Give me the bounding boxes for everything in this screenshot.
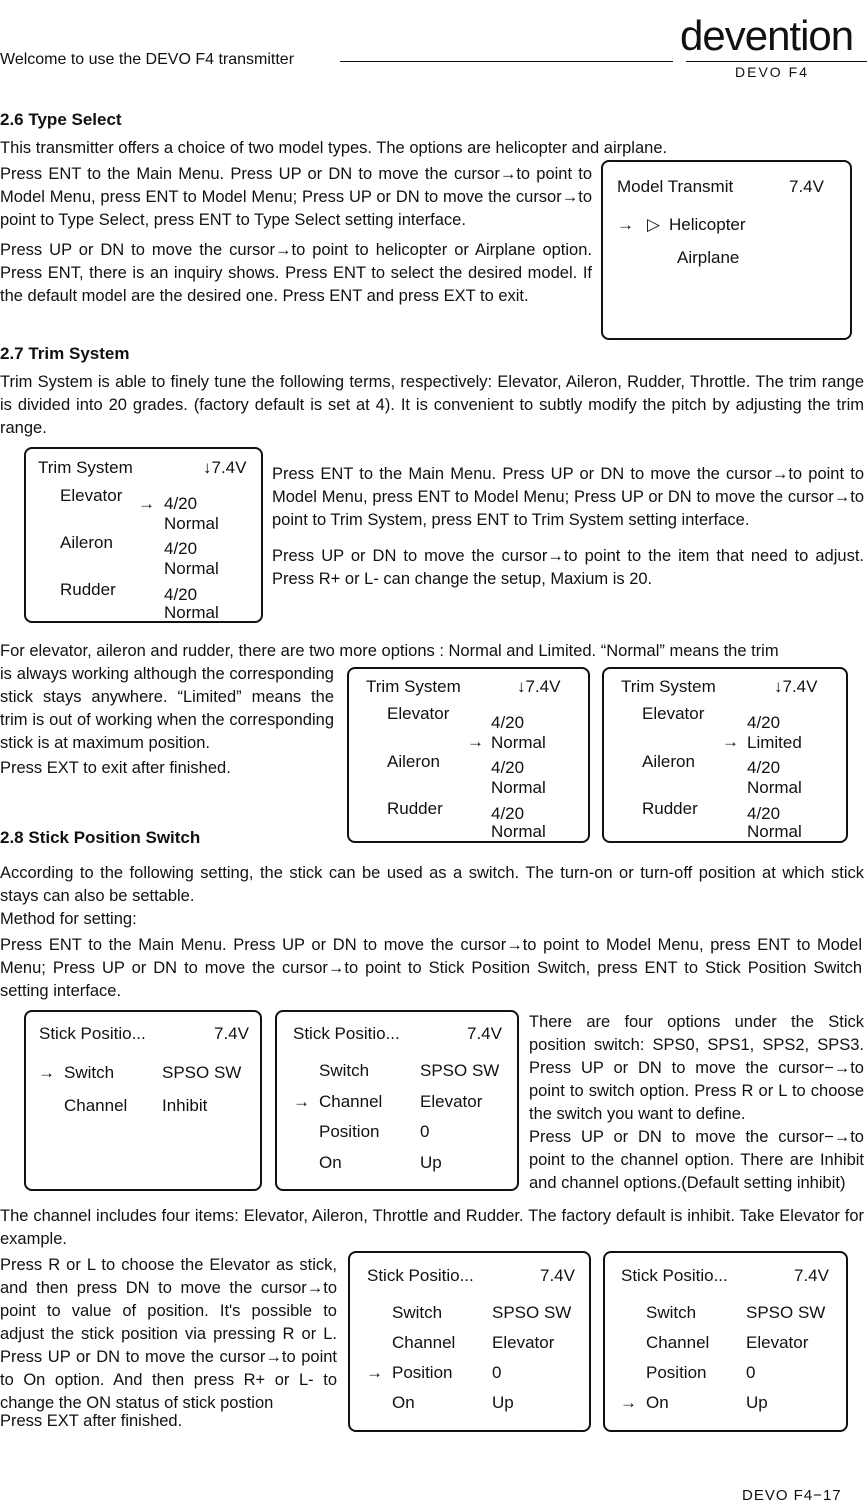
switch-label: Switch [64, 1063, 115, 1082]
switch-label: Switch [392, 1303, 443, 1322]
section-title-2-7: 2.7 Trim System [0, 344, 130, 363]
channel-value: Elevator [746, 1333, 809, 1352]
position-value: 0 [420, 1122, 430, 1141]
position-label: Position [392, 1363, 453, 1382]
channel-value: Elevator [420, 1092, 483, 1111]
switch-label: Switch [319, 1061, 370, 1080]
screen-title: Stick Positio... [367, 1266, 474, 1285]
cursor-arrow-icon: → [38, 1063, 55, 1082]
s27-para4: Press EXT to exit after finished. [0, 759, 231, 777]
screen-title: Trim System [621, 677, 716, 696]
down-arrow-icon: ↓ [517, 677, 526, 696]
s26-intro: This transmitter offers a choice of two model types. The options are helicopter and airplane. [0, 139, 668, 157]
cursor-arrow-icon: → [467, 732, 484, 751]
battery-voltage: ↓7.4V [517, 677, 561, 696]
channel-label: Channel [64, 1096, 128, 1115]
trim-screen-1 [24, 447, 263, 623]
row-elevator: Elevator [387, 704, 450, 723]
on-value: Up [420, 1153, 442, 1172]
battery-voltage: 7.4V [789, 177, 824, 196]
s28-para6: Press EXT after finished. [0, 1412, 183, 1430]
rudder-value: 4/20 [747, 804, 781, 823]
down-arrow-icon: ↓ [774, 677, 783, 696]
switch-value: SPSO SW [492, 1303, 572, 1322]
option-airplane: Airplane [677, 248, 740, 267]
cursor-arrow-icon: → [138, 494, 155, 513]
position-value: 0 [492, 1363, 502, 1382]
battery-voltage: ↓7.4V [774, 677, 818, 696]
channel-value: Elevator [492, 1333, 555, 1352]
on-value: Up [492, 1393, 514, 1412]
cursor-arrow-icon: → [617, 215, 634, 234]
model-type-screen [601, 160, 852, 340]
s27-para1: Press ENT to the Main Menu. Press UP or DN to move the cursor→to point to Model Menu, press ENT to Model Menu; Press UP or DN to move the cursor→to point to Trim System, press ENT to Trim System setting interface. [272, 465, 864, 529]
stick-screen-a [24, 1010, 262, 1191]
elevator-mode: Normal [491, 733, 546, 752]
s27-para2: Press UP or DN to move the cursor→to point to the item that need to adjust. Press R+ or L- can change the setup, Maxium is 20. [272, 547, 864, 588]
cursor-arrow-icon: → [722, 732, 739, 751]
s28-method: Method for setting: [0, 910, 137, 928]
s27-para3-rest: is always working although the corresponding stick stays anywhere. “Limited” means the trim is out of working when the corresponding stick is at maximum position. [0, 665, 334, 752]
channel-label: Channel [319, 1092, 383, 1111]
screen-title: Trim System [38, 458, 133, 477]
s26-para1: Press ENT to the Main Menu. Press UP or DN to move the cursor→to point to Model Menu, press ENT to Model Menu; Press UP or DN to move the cursor→to point to Type Select, press ENT to Type Select setting interface. [0, 165, 592, 229]
row-aileron: Aileron [642, 752, 695, 771]
screen-title: Trim System [366, 677, 461, 696]
page-number: DEVO F4−17 [742, 1487, 842, 1504]
s27-para3-line1: For elevator, aileron and rudder, there are two more options : Normal and Limited. “Normal” means the trim [0, 642, 779, 660]
section-title-2-6: 2.6 Type Select [0, 110, 122, 129]
channel-label: Channel [646, 1333, 710, 1352]
section-title-2-8: 2.8 Stick Position Switch [0, 828, 201, 847]
s27-intro: Trim System is able to finely tune the following terms, respectively: Elevator, Aileron, Rudder, Throttle. The trim range is divided into 20 grades. (factory default is set at 4). It is convenient to subtly modify the pitch by adjusting the trim range. [0, 373, 864, 437]
header-rule [340, 61, 673, 62]
elevator-mode: Limited [747, 733, 802, 752]
s28-para2: There are four options under the Stick position switch: SPS0, SPS1, SPS2, SPS3. Press UP or DN to move the cursor−→to point to switch option. Press R or L to choose the switch you want to define. [529, 1013, 864, 1123]
s28-para5: Press R or L to choose the Elevator as stick, and then press DN to move the cursor→to point to value of position. It's possible to adjust the stick position via pressing R or L. Press UP or DN to move the cursor→to point to On option. And then press R+ or L- to change the ON status of stick postion [0, 1256, 337, 1412]
battery-voltage: 7.4V [214, 1024, 249, 1043]
header-welcome: Welcome to use the DEVO F4 transmitter [0, 51, 295, 68]
switch-value: SPSO SW [420, 1061, 500, 1080]
trim-screen-2 [347, 667, 590, 843]
aileron-mode: Normal [164, 559, 219, 578]
battery-voltage: 7.4V [794, 1266, 829, 1285]
elevator-value: 4/20 [747, 713, 781, 732]
down-arrow-icon: ↓ [203, 458, 212, 477]
stick-screen-d [603, 1251, 848, 1432]
s28-para1: Press ENT to the Main Menu. Press UP or DN to move the cursor→to point to Model Menu, press ENT to Model Menu; Press UP or DN to move the cursor→to point to Stick Position Switch, press ENT to Stick Position Switch setting interface. [0, 936, 862, 1000]
option-helicopter: Helicopter [669, 215, 746, 234]
header-model: DEVO F4 [735, 64, 809, 80]
aileron-mode: Normal [491, 778, 546, 797]
row-elevator: Elevator [60, 486, 123, 505]
switch-label: Switch [646, 1303, 697, 1322]
row-aileron: Aileron [387, 752, 440, 771]
aileron-value: 4/20 [491, 758, 525, 777]
rudder-mode: Normal [747, 822, 802, 841]
row-rudder: Rudder [60, 580, 116, 599]
row-aileron: Aileron [60, 533, 113, 552]
switch-value: SPSO SW [162, 1063, 242, 1082]
row-rudder: Rudder [642, 799, 698, 818]
s28-intro: According to the following setting, the stick can be used as a switch. The turn-on or turn-off position at which stick stays can also be settable. [0, 864, 864, 905]
channel-label: Channel [392, 1333, 456, 1352]
cursor-arrow-icon: → [293, 1092, 310, 1111]
battery-voltage: 7.4V [540, 1266, 575, 1285]
triangle-marker-icon: ▷ [647, 215, 661, 234]
row-rudder: Rudder [387, 799, 443, 818]
on-value: Up [746, 1393, 768, 1412]
on-label: On [392, 1393, 415, 1412]
battery-voltage: ↓7.4V [203, 458, 247, 477]
rudder-mode: Normal [491, 822, 546, 841]
screen-title: Model Transmit [617, 177, 734, 196]
screen-title: Stick Positio... [621, 1266, 728, 1285]
rudder-mode: Normal [164, 603, 219, 622]
channel-value: Inhibit [162, 1096, 208, 1115]
rudder-value: 4/20 [164, 585, 198, 604]
aileron-mode: Normal [747, 778, 802, 797]
aileron-value: 4/20 [164, 539, 198, 558]
aileron-value: 4/20 [747, 758, 781, 777]
battery-voltage: 7.4V [467, 1024, 502, 1043]
position-value: 0 [746, 1363, 756, 1382]
s26-para2: Press UP or DN to move the cursor→to point to helicopter or Airplane option. Press ENT, there is an inquiry shows. Press ENT to select the desired model. If the default model are the desired one. Press ENT and press EXT to exit. [0, 241, 592, 305]
rudder-value: 4/20 [491, 804, 525, 823]
elevator-value: 4/20 [164, 494, 198, 513]
stick-screen-c [348, 1251, 591, 1432]
switch-value: SPSO SW [746, 1303, 826, 1322]
position-label: Position [646, 1363, 707, 1382]
cursor-arrow-icon: → [620, 1393, 637, 1412]
cursor-arrow-icon: → [366, 1363, 383, 1382]
brand-logo: devention [680, 12, 854, 59]
on-label: On [646, 1393, 669, 1412]
screen-title: Stick Positio... [39, 1024, 146, 1043]
screen-title: Stick Positio... [293, 1024, 400, 1043]
position-label: Position [319, 1122, 380, 1141]
trim-screen-3 [602, 667, 848, 843]
header-rule-right [686, 61, 867, 62]
stick-screen-b [275, 1010, 519, 1191]
s28-para4: The channel includes four items: Elevator, Aileron, Throttle and Rudder. The factory default is inhibit. Take Elevator for example. [0, 1207, 864, 1248]
on-label: On [319, 1153, 342, 1172]
row-elevator: Elevator [642, 704, 705, 723]
elevator-mode: Normal [164, 514, 219, 533]
s28-para3: Press UP or DN to move the cursor−→to point to the channel option. There are Inhibit and channel options.(Default setting inhibit) [529, 1128, 864, 1192]
elevator-value: 4/20 [491, 713, 525, 732]
